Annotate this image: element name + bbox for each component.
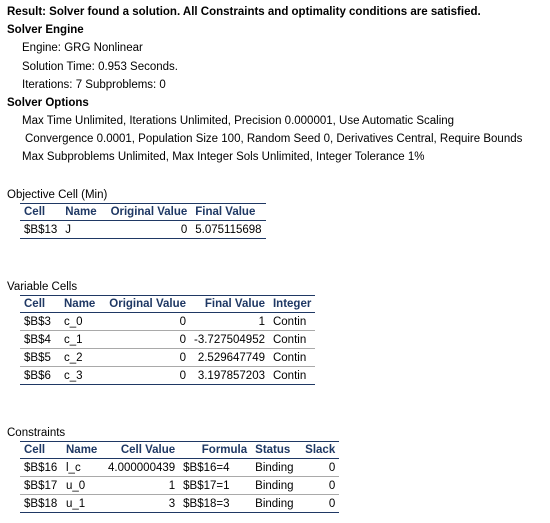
integer-type: Contin [269, 313, 315, 331]
cell-value: 1 [104, 477, 179, 495]
slack: 0 [301, 477, 339, 495]
col-original-value: Original Value [102, 296, 190, 313]
cell-value: 3 [104, 495, 179, 513]
cell-ref: $B$13 [20, 221, 61, 239]
original-value: 0 [102, 367, 190, 385]
iterations-line: Iterations: 7 Subproblems: 0 [22, 79, 166, 91]
options-line-1: Max Time Unlimited, Iterations Unlimited, Precision 0.000001, Use Automatic Scaling [22, 115, 455, 127]
cell-name: c_2 [60, 349, 102, 367]
formula: $B$17=1 [179, 477, 251, 495]
cell-ref: $B$17 [20, 477, 62, 495]
integer-type: Contin [269, 349, 315, 367]
col-final-value: Final Value [191, 204, 265, 221]
slack: 0 [301, 495, 339, 513]
col-integer: Integer [269, 296, 315, 313]
constraints-header-row [20, 442, 339, 459]
cell-name: c_3 [60, 367, 102, 385]
original-value: 0 [102, 313, 190, 331]
final-value: 3.197857203 [190, 367, 269, 385]
status: Binding [251, 477, 301, 495]
cell-ref: $B$5 [20, 349, 60, 367]
table-row [20, 313, 315, 331]
variables-title: Variable Cells [7, 281, 78, 293]
col-cell-value: Cell Value [104, 442, 179, 459]
final-value: 5.075115698 [191, 221, 265, 239]
table-row [20, 459, 339, 477]
formula: $B$18=3 [179, 495, 251, 513]
col-slack: Slack [301, 442, 339, 459]
cell-ref: $B$16 [20, 459, 62, 477]
options-line-2: Convergence 0.0001, Population Size 100, Random Seed 0, Derivatives Central, Require Bounds [25, 133, 523, 145]
cell-name: l_c [62, 459, 104, 477]
objective-title: Objective Cell (Min) [7, 189, 108, 201]
cell-ref: $B$18 [20, 495, 62, 513]
solver-options-heading: Solver Options [7, 97, 89, 109]
original-value: 0 [102, 331, 190, 349]
cell-ref: $B$4 [20, 331, 60, 349]
col-cell: Cell [20, 296, 60, 313]
final-value: 1 [190, 313, 269, 331]
integer-type: Contin [269, 367, 315, 385]
solution-time-line: Solution Time: 0.953 Seconds. [22, 61, 178, 73]
col-formula: Formula [179, 442, 251, 459]
table-row [20, 331, 315, 349]
table-row [20, 221, 266, 239]
result-line: Result: Solver found a solution. All Constraints and optimality conditions are satisfied. [7, 6, 481, 18]
col-final-value: Final Value [190, 296, 269, 313]
original-value: 0 [102, 349, 190, 367]
cell-value: 4.000000439 [104, 459, 179, 477]
cell-name: J [61, 221, 103, 239]
col-name: Name [60, 296, 102, 313]
table-row [20, 349, 315, 367]
col-name: Name [61, 204, 103, 221]
constraints-table [20, 441, 339, 513]
original-value: 0 [103, 221, 191, 239]
final-value: 2.529647749 [190, 349, 269, 367]
cell-name: c_1 [60, 331, 102, 349]
options-line-3: Max Subproblems Unlimited, Max Integer Sols Unlimited, Integer Tolerance 1% [22, 151, 425, 163]
cell-ref: $B$3 [20, 313, 60, 331]
cell-ref: $B$6 [20, 367, 60, 385]
solver-engine-heading: Solver Engine [7, 24, 84, 36]
slack: 0 [301, 459, 339, 477]
table-row [20, 495, 339, 513]
cell-name: c_0 [60, 313, 102, 331]
integer-type: Contin [269, 331, 315, 349]
status: Binding [251, 495, 301, 513]
col-cell: Cell [20, 204, 61, 221]
objective-table [20, 203, 266, 239]
engine-line: Engine: GRG Nonlinear [22, 42, 143, 54]
constraints-title: Constraints [7, 427, 66, 439]
objective-header-row [20, 204, 266, 221]
variables-table [20, 295, 315, 385]
final-value: -3.727504952 [190, 331, 269, 349]
col-cell: Cell [20, 442, 62, 459]
cell-name: u_0 [62, 477, 104, 495]
variables-header-row [20, 296, 315, 313]
table-row [20, 477, 339, 495]
col-name: Name [62, 442, 104, 459]
status: Binding [251, 459, 301, 477]
col-status: Status [251, 442, 301, 459]
cell-name: u_1 [62, 495, 104, 513]
table-row [20, 367, 315, 385]
formula: $B$16=4 [179, 459, 251, 477]
col-original-value: Original Value [103, 204, 191, 221]
